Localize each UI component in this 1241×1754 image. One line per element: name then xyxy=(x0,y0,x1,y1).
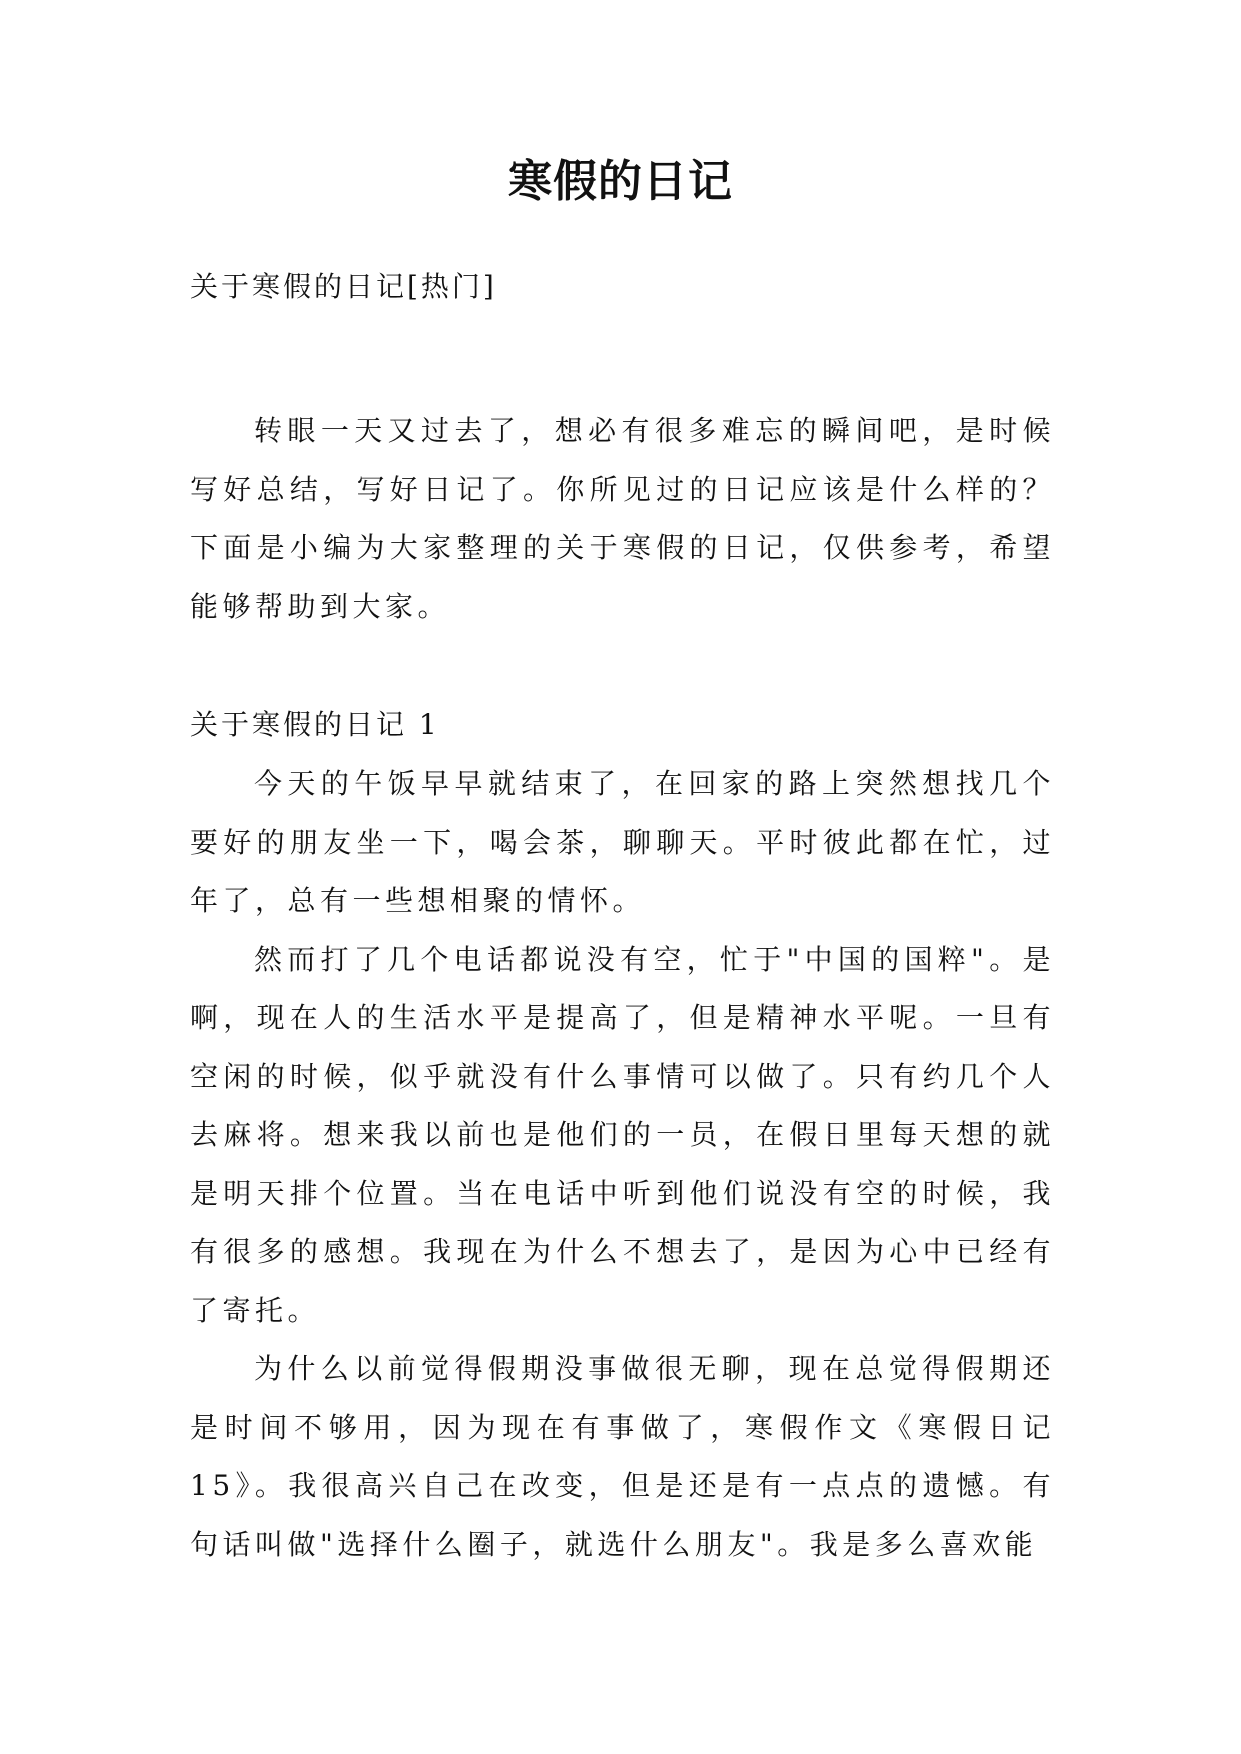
intro-section xyxy=(190,402,1055,636)
document-title: 寒假的日记 xyxy=(508,156,733,207)
document-subtitle: 关于寒假的日记[热门] xyxy=(190,270,497,303)
diary-body xyxy=(190,755,1055,1574)
diary-paragraph-3: 为什么以前觉得假期没事做很无聊，现在总觉得假期还是时间不够用，因为现在有事做了，寒假作文《寒假日记15》。我很高兴自己在改变，但是还是有一点点的遗憾。有句话叫做"选择什么圈子，就选什么朋友"。我是多么喜欢能 xyxy=(190,1352,1055,1561)
diary-paragraph-1: 今天的午饭早早就结束了，在回家的路上突然想找几个要好的朋友坐一下，喝会茶，聊聊天。平时彼此都在忙，过年了，总有一些想相聚的情怀。 xyxy=(190,767,1055,917)
intro-paragraph: 转眼一天又过去了，想必有很多难忘的瞬间吧，是时候写好总结，写好日记了。你所见过的日记应该是什么样的？下面是小编为大家整理的关于寒假的日记，仅供参考，希望能够帮助到大家。 xyxy=(190,414,1055,623)
section-heading: 关于寒假的日记 1 xyxy=(190,708,440,741)
diary-paragraph-2: 然而打了几个电话都说没有空，忙于"中国的国粹"。是啊，现在人的生活水平是提高了，但是精神水平呢。一旦有空闲的时候，似乎就没有什么事情可以做了。只有约几个人去麻将。想来我以前也是他们的一员，在假日里每天想的就是明天排个位置。当在电话中听到他们说没有空的时候，我有很多的感想。我现在为什么不想去了，是因为心中已经有了寄托。 xyxy=(190,942,1055,1327)
